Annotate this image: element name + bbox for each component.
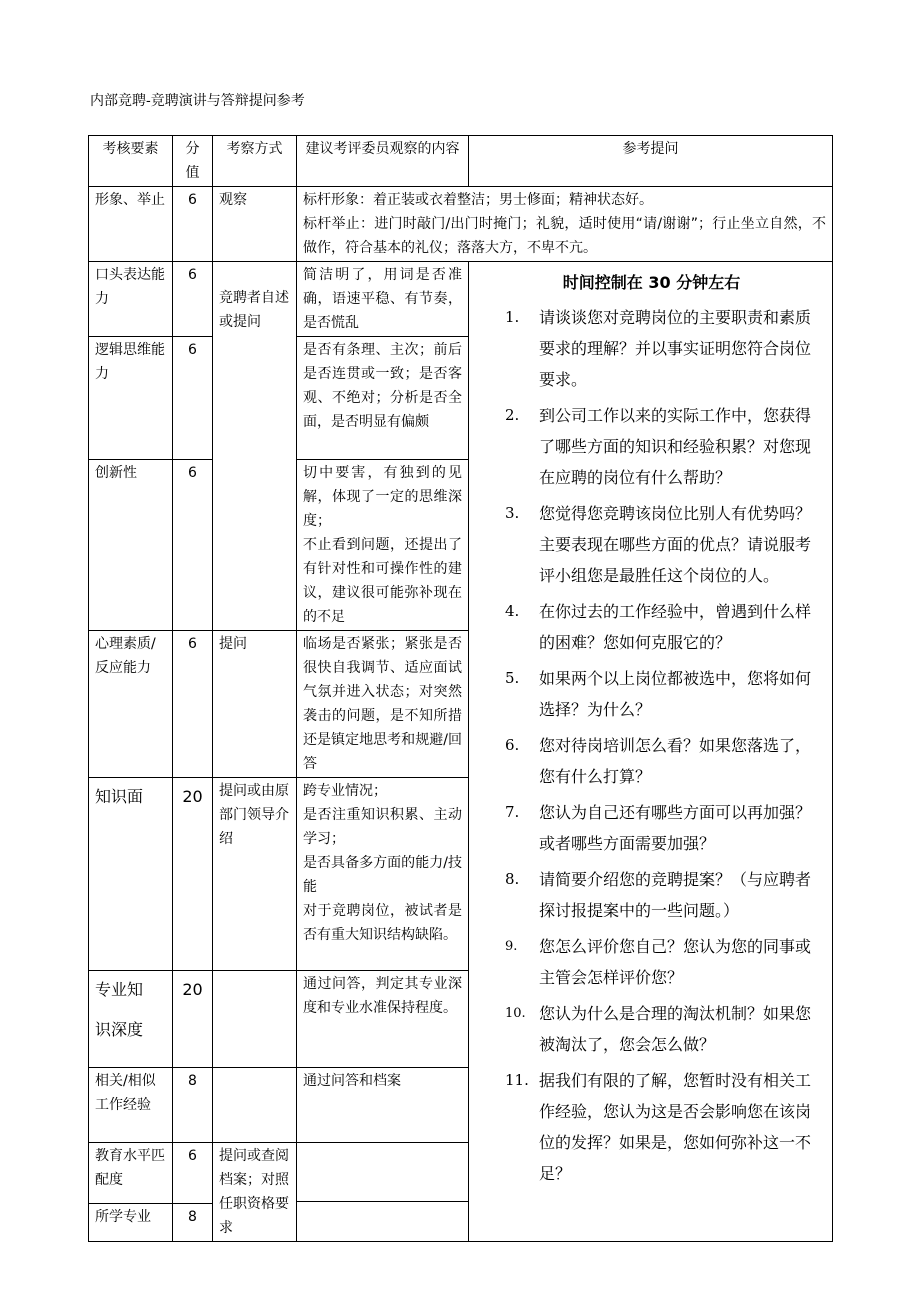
header-score: 分值 [173, 136, 213, 187]
element-cell: 专业知 识深度 [89, 971, 173, 1068]
criteria-cell: 临场是否紧张；紧张是否很快自我调节、适应面试气氛并进入状态；对突然袭击的问题，是不知所措还是镇定地思考和规避/回答 [297, 631, 469, 778]
method-cell [213, 1068, 297, 1143]
criteria-text: 切中要害，有独到的见解，体现了一定的思维深度； [303, 465, 462, 529]
element-cell: 心理素质/反应能力 [89, 631, 173, 778]
question-list [479, 302, 824, 1189]
score-cell: 6 [173, 187, 213, 262]
score-cell: 6 [173, 460, 213, 631]
score-cell: 20 [173, 971, 213, 1068]
evaluation-table [88, 135, 833, 1242]
score-cell: 6 8 [173, 1143, 213, 1242]
criteria-text: 对于竞聘岗位，被试者是否有重大知识结构缺陷。 [303, 903, 462, 943]
score-cell: 6 [173, 262, 213, 337]
question-item: 1. 请谈谈您对竞聘岗位的主要职责和素质要求的理解？并以事实证明您符合岗位要求。 [505, 308, 812, 389]
element-cell: 口头表达能力 [89, 262, 173, 337]
criteria-cell: 简洁明了，用词是否准确，语速平稳、有节奏，是否慌乱 [297, 262, 469, 337]
header-criteria: 建议考评委员观察的内容 [297, 136, 469, 187]
method-cell: 观察 [213, 187, 297, 262]
criteria-text: 标杆举止：进门时敲门/出门时掩门；礼貌，适时使用“请/谢谢”；行止坐立自然，不做作，符合基本的礼仪；落落大方，不卑不亢。 [303, 216, 826, 256]
criteria-text: 跨专业情况； [303, 783, 387, 799]
method-cell: 竞聘者自述或提问 [213, 262, 297, 631]
header-questions: 参考提问 [469, 136, 833, 187]
question-item: 9. 您怎么评价您自己？您认为您的同事或主管会怎样评价您？ [505, 937, 812, 987]
header-row [89, 136, 833, 187]
method-cell [213, 971, 297, 1068]
criteria-cell [297, 1143, 469, 1242]
score-cell: 20 [173, 778, 213, 971]
question-item: 2. 到公司工作以来的实际工作中，您获得了哪些方面的知识和经验积累？对您现在应聘的岗位有什么帮助？ [505, 406, 812, 487]
table-row [89, 187, 833, 262]
header-method: 考察方式 [213, 136, 297, 187]
questions-cell [469, 262, 833, 1242]
question-item: 3. 您觉得您竞聘该岗位比别人有优势吗？主要表现在哪些方面的优点？请说服考评小组您是最胜任这个岗位的人。 [505, 504, 812, 585]
criteria-cell [297, 187, 833, 262]
criteria-cell: 通过问答和档案 [297, 1068, 469, 1143]
criteria-text: 是否具备多方面的能力/技能 [303, 855, 462, 895]
criteria-cell: 通过问答，判定其专业深度和专业水准保持程度。 [297, 971, 469, 1068]
question-item: 4. 在你过去的工作经验中，曾遇到什么样的困难？您如何克服它的？ [505, 602, 812, 652]
table-row [89, 262, 833, 337]
header-element: 考核要素 [89, 136, 173, 187]
question-item: 5. 如果两个以上岗位都被选中，您将如何选择？为什么？ [505, 669, 812, 719]
method-cell: 提问或由原部门领导介绍 [213, 778, 297, 971]
score-cell: 6 [173, 337, 213, 460]
document-title: 内部竞聘-竞聘演讲与答辩提问参考 [90, 93, 305, 109]
element-cell: 知识面 [89, 778, 173, 971]
question-item: 6. 您对待岗培训怎么看？如果您落选了，您有什么打算？ [505, 736, 812, 786]
method-cell: 提问或查阅档案；对照任职资格要求 [213, 1143, 297, 1242]
criteria-text: 是否注重知识积累、主动学习； [303, 807, 462, 847]
criteria-text: 标杆形象：着正装或衣着整洁；男士修面；精神状态好。 [303, 192, 653, 208]
element-cell: 相关/相似工作经验 [89, 1068, 173, 1143]
question-item: 10. 您认为什么是合理的淘汰机制？如果您被淘汰了，您会怎么做？ [505, 1004, 812, 1054]
criteria-cell [297, 778, 469, 971]
criteria-cell [297, 460, 469, 631]
questions-heading: 时间控制在 30 分钟左右 [562, 273, 741, 292]
score-cell: 6 [173, 631, 213, 778]
element-cell: 逻辑思维能力 [89, 337, 173, 460]
element-cell: 教育水平匹配度 所学专业 [89, 1143, 173, 1242]
question-item: 8. 请简要介绍您的竞聘提案？（与应聘者探讨报提案中的一些问题。） [505, 870, 812, 920]
question-item: 7. 您认为自己还有哪些方面可以再加强？或者哪些方面需要加强？ [505, 803, 812, 853]
question-item: 11. 据我们有限的了解，您暂时没有相关工作经验，您认为这是否会影响您在该岗位的发挥？如果是，您如何弥补这一不足？ [505, 1071, 812, 1183]
criteria-cell: 是否有条理、主次；前后是否连贯或一致；是否客观、不绝对；分析是否全面，是否明显有偏颇 [297, 337, 469, 460]
element-cell: 形象、举止 [89, 187, 173, 262]
element-cell: 创新性 [89, 460, 173, 631]
method-cell: 提问 [213, 631, 297, 778]
score-cell: 8 [173, 1068, 213, 1143]
criteria-text: 不止看到问题，还提出了有针对性和可操作性的建议，建议很可能弥补现在的不足 [303, 537, 462, 625]
